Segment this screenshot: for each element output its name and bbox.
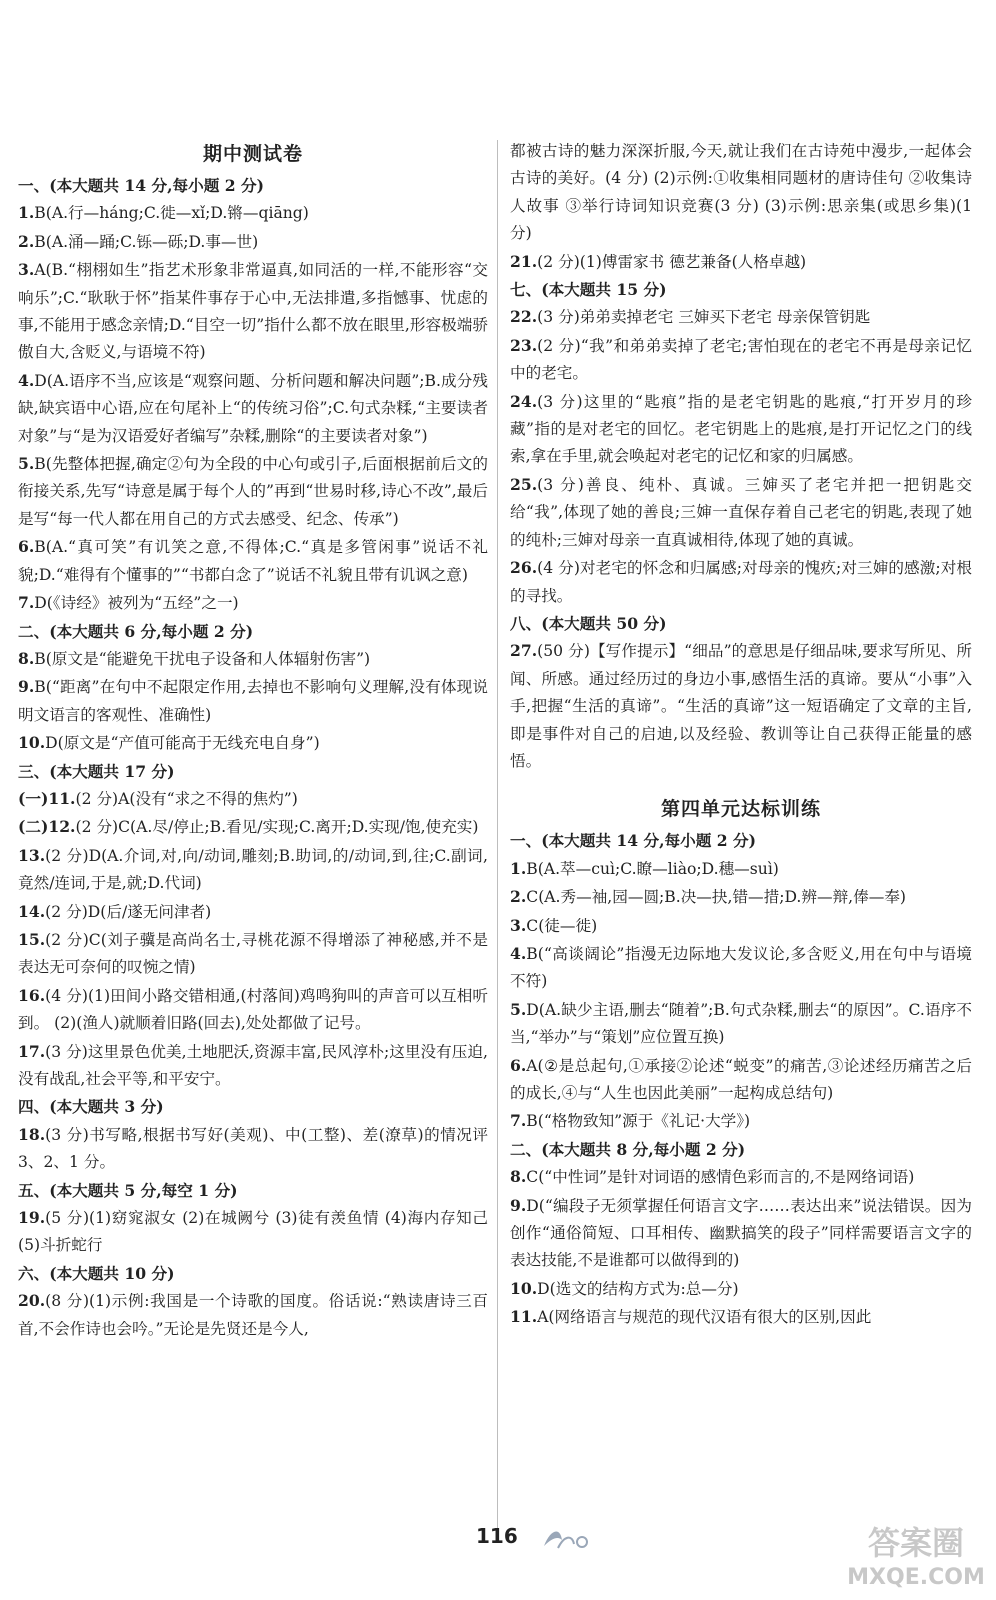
answer-number: 24. — [510, 391, 538, 411]
answer-number: 1. — [510, 858, 527, 878]
answer-number: 11. — [510, 1307, 538, 1327]
answer-item — [510, 1163, 972, 1191]
answer-text: B(A.涌—踊;C.铄—砾;D.事—世) — [34, 232, 259, 251]
answer-text: B(原文是“能避免干扰电子设备和人体辐射伤害”) — [34, 649, 371, 668]
answer-item — [510, 996, 972, 1052]
answer-text: B(“高谈阔论”指漫无边际地大发议论,多含贬义,用在句中与语境不符) — [510, 944, 972, 991]
answer-text: B(“格物致知”源于《礼记·大学》) — [526, 1112, 751, 1131]
answer-text: (3 分)这里的“匙痕”指的是老宅钥匙的匙痕,“打开岁月的珍藏”指的是对老宅的回忆。老宅钥匙上的匙痕,是打开记忆之门的线索,拿在手里,就会唤起对老宅的记忆和家的归属感。 — [510, 392, 972, 466]
watermark-line2: MXQE.COM — [847, 1565, 985, 1590]
answer-text: (3 分)书写略,根据书写好(美观)、中(工整)、差(潦草)的情况评 3、2、1 分。 — [18, 1125, 488, 1172]
right-column — [510, 138, 972, 1332]
section-heading: 五、(本大题共 5 分,每空 1 分) — [18, 1180, 238, 1200]
answer-item — [510, 637, 972, 775]
left-column — [18, 138, 488, 1343]
answer-number: 3. — [510, 915, 527, 935]
answer-number: 8. — [18, 648, 35, 668]
answer-item — [18, 256, 488, 367]
left-answers — [18, 172, 488, 1343]
answer-item — [18, 228, 488, 256]
answer-number: 4. — [510, 943, 527, 963]
watermark-logo — [846, 1514, 986, 1594]
section-title-unit4: 第四单元达标训练 — [660, 798, 821, 821]
answer-item — [18, 1038, 488, 1094]
answer-number: 7. — [510, 1111, 527, 1131]
section-heading: 二、(本大题共 8 分,每小题 2 分) — [510, 1139, 746, 1159]
answer-text: (5 分)(1)窈窕淑女 (2)在城阙兮 (3)徒有羡鱼情 (4)海内存知己 (5)斗折蛇行 — [18, 1209, 488, 1255]
answer-text: D(A.语序不当,应该是“观察问题、分析问题和解决问题”;B.成分残缺,缺宾语中心语,应在句尾补上“的传统习俗”;C.句式杂糅,“主要读者对象”与“是为汉语爱好者编写”杂糅,删除“的主要读者对象”) — [18, 371, 488, 445]
answer-item — [18, 1121, 488, 1177]
answer-text: A(网络语言与规范的现代汉语有很大的区别,因此 — [537, 1308, 872, 1327]
answer-item — [510, 388, 972, 471]
answer-text: (8 分)(1)示例:我国是一个诗歌的国度。俗话说:“熟读唐诗三百首,不会作诗也会吟。”无论是先贤还是今人, — [18, 1292, 488, 1338]
answer-text: (4 分)(1)田间小路交错相通,(村落间)鸡鸣狗叫的声音可以互相听到。 (2)(渔人)就顺着旧路(回去),处处都做了记号。 — [18, 986, 488, 1033]
answer-number: 5. — [510, 999, 527, 1019]
answer-item — [510, 855, 972, 883]
answer-item — [510, 1275, 972, 1303]
answer-item — [18, 645, 488, 673]
answer-text: C(“中性词”是针对词语的感情色彩而言的,不是网络词语) — [526, 1168, 915, 1187]
section-heading: 二、(本大题共 6 分,每小题 2 分) — [18, 621, 254, 641]
answer-number: 14. — [18, 901, 46, 921]
answer-number: 2. — [510, 887, 527, 907]
section-heading: 四、(本大题共 3 分) — [18, 1097, 164, 1117]
page-number: 116 — [476, 1524, 518, 1548]
answer-number: 7. — [18, 593, 35, 613]
answer-item — [510, 940, 972, 996]
answer-text: A(B.“栩栩如生”指艺术形象非常逼真,如同活的一样,不能形容“交响乐”;C.“耿耿于怀”指某件事存于心中,无法排遣,多指憾事、忧虑的事,不能用于感念亲情;D.“目空一切”指什么都不放在眼里,形容极端骄傲自大,含贬义,与语境不符) — [18, 261, 488, 362]
answer-text: (2 分)“我”和弟弟卖掉了老宅;害怕现在的老宅不再是母亲记忆中的老宅。 — [510, 336, 972, 383]
answer-number: 22. — [510, 307, 538, 327]
answer-text: (50 分)【写作提示】“细品”的意思是仔细品味,要求写所见、所闻、所感。通过经历过的身边小事,感悟生活的真谛。要从“小事”入手,把握“生活的真谛”。“生活的真谛”这一短语确定了文章的主旨,即是事件对自己的启迪,以及经验、教训等让自己获得正能量的感悟。 — [510, 642, 972, 770]
answer-number: (二)12. — [18, 817, 76, 837]
answer-number: 20. — [18, 1291, 46, 1311]
answer-text: D(A.缺少主语,删去“随着”;B.句式杂糅,删去“的原因”。C.语序不当,“举办”与“策划”应位置互换) — [510, 1000, 972, 1047]
answer-item — [18, 199, 488, 227]
answer-item — [510, 471, 972, 554]
answer-item — [510, 248, 972, 276]
answer-number: 26. — [510, 558, 538, 578]
right-answers-continued — [510, 138, 972, 775]
answer-item — [18, 729, 488, 757]
answer-text: D(选文的结构方式为:总—分) — [537, 1279, 739, 1298]
section-title-midterm: 期中测试卷 — [202, 143, 303, 165]
answer-item — [510, 912, 972, 940]
section-heading: 一、(本大题共 14 分,每小题 2 分) — [510, 831, 756, 851]
answer-text: (4 分)对老宅的怀念和归属感;对母亲的愧疚;对三婶的感激;对根的寻找。 — [510, 559, 972, 605]
answer-item — [510, 1052, 972, 1108]
answer-text: (2 分)A(没有“求之不得的焦灼”) — [75, 789, 298, 808]
answer-number: 1. — [18, 203, 35, 223]
answer-text: (3 分)弟弟卖掉老宅 三婶买下老宅 母亲保管钥匙 — [537, 308, 871, 327]
watermark-line1: 答案圈 — [867, 1524, 965, 1562]
answer-number: 6. — [18, 537, 35, 557]
section-heading: 八、(本大题共 50 分) — [510, 613, 667, 633]
column-divider — [497, 140, 498, 1528]
answer-text: (2 分)C(A.尽/停止;B.看见/实现;C.离开;D.实现/饱,使充实) — [75, 818, 479, 837]
answer-item — [510, 1192, 972, 1275]
section-heading: 三、(本大题共 17 分) — [18, 761, 175, 781]
answer-item — [18, 813, 488, 841]
section-heading: 六、(本大题共 10 分) — [18, 1263, 175, 1283]
answer-number: 19. — [18, 1208, 46, 1228]
right-answers-unit4 — [510, 827, 972, 1331]
answer-item — [510, 1303, 972, 1331]
answer-text: 都被古诗的魅力深深折服,今天,就让我们在古诗苑中漫步,一起体会古诗的美好。(4 分) (2)示例:①收集相同题材的唐诗佳句 ②收集诗人故事 ③举行诗词知识竞赛(3 分) (3)示例:思亲集(或思乡集)(1 分) — [510, 142, 972, 243]
answer-item — [510, 138, 972, 248]
answer-item — [18, 1287, 488, 1343]
answer-text: B(A.行—háng;C.徙—xǐ;D.锵—qiāng) — [34, 204, 309, 223]
answer-text: (2 分)D(后/遂无问津者) — [45, 902, 212, 921]
answer-item — [510, 883, 972, 911]
answer-item — [510, 303, 972, 331]
answer-item — [18, 533, 488, 589]
answer-item — [18, 842, 488, 898]
answer-text: B(先整体把握,确定②句为全段的中心句或引子,后面根据前后文的衔接关系,先写“诗意是属于每个人的”再到“世易时移,诗心不改”,最后是写“每一代人都在用自己的方式去感受、纪念、传承”) — [18, 455, 488, 528]
answer-number: 10. — [510, 1278, 538, 1298]
answer-number: 13. — [18, 845, 46, 865]
answer-text: B(A.“真可笑”有讥笑之意,不得体;C.“真是多管闲事”说话不礼貌;D.“难得有个懂事的”“书都白念了”说话不礼貌且带有讥讽之意) — [18, 538, 488, 584]
answer-number: 8. — [510, 1167, 527, 1187]
answer-text: B(“距离”在句中不起限定作用,去掉也不影响句义理解,没有体现说明文语言的客观性、准确性) — [18, 678, 488, 724]
answer-text: C(徒—徙) — [526, 916, 598, 935]
answer-number: 2. — [18, 231, 35, 251]
answer-number: 9. — [18, 677, 35, 697]
answer-number: 6. — [510, 1055, 527, 1075]
answer-text: D(“编段子无须掌握任何语言文字……表达出来”说法错误。因为创作“通俗简短、口耳相传、幽默搞笑的段子”同样需要语言文字的表达技能,不是谁都可以做得到的) — [510, 1196, 972, 1270]
answer-item — [510, 332, 972, 388]
answer-item — [510, 554, 972, 610]
answer-text: (3 分)善良、纯朴、真诚。三婶买了老宅并把一把钥匙交给“我”,体现了她的善良;三婶一直保存着自己老宅的钥匙,表现了她的纯朴;三婶对母亲一直真诚相待,体现了她的真诚。 — [510, 475, 972, 549]
answer-item — [510, 1107, 972, 1135]
answer-number: 27. — [510, 641, 538, 661]
answer-number: 23. — [510, 335, 538, 355]
answer-text: D(《诗经》被列为“五经”之一) — [34, 594, 239, 613]
answer-text: A(②是总起句,①承接②论述“蜕变”的痛苦,③论述经历痛苦之后的成长,④与“人生也因此美丽”一起构成总结句) — [510, 1056, 972, 1102]
answer-item — [18, 785, 488, 813]
answer-number: 9. — [510, 1195, 527, 1215]
answer-item — [18, 1204, 488, 1260]
answer-number: 15. — [18, 929, 46, 949]
section-heading: 七、(本大题共 15 分) — [510, 280, 667, 300]
answer-item — [18, 589, 488, 617]
answer-item — [18, 367, 488, 450]
answer-text: D(原文是“产值可能高于无线充电自身”) — [45, 734, 320, 753]
answer-number: 18. — [18, 1124, 46, 1144]
leaf-ornament-icon — [540, 1522, 592, 1552]
answer-item — [18, 982, 488, 1038]
answer-text: (3 分)这里景色优美,土地肥沃,资源丰富,民风淳朴;这里没有压迫,没有战乱,社会平等,和平安宁。 — [18, 1042, 488, 1088]
answer-number: 25. — [510, 474, 538, 494]
answer-number: (一)11. — [18, 788, 76, 808]
answer-text: B(A.萃—cuì;C.瞭—liào;D.穗—suì) — [526, 859, 779, 878]
answer-item — [18, 926, 488, 982]
answer-number: 16. — [18, 985, 46, 1005]
answer-number: 17. — [18, 1041, 46, 1061]
answer-text: (2 分)(1)傅雷家书 德艺兼备(人格卓越) — [537, 252, 807, 271]
answer-number: 3. — [18, 260, 35, 280]
answer-item — [18, 450, 488, 533]
answer-text: C(A.秀—袖,园—圆;B.决—抉,错—措;D.辨—辩,俸—奉) — [526, 888, 906, 907]
answer-item — [18, 898, 488, 926]
answer-number: 21. — [510, 251, 538, 271]
answer-item — [18, 673, 488, 729]
answer-text: (2 分)C(刘子骥是高尚名士,寻桃花源不得增添了神秘感,并不是表达无可奈何的叹惋之情) — [18, 930, 488, 977]
answer-number: 10. — [18, 733, 46, 753]
answer-number: 4. — [18, 370, 35, 390]
section-heading: 一、(本大题共 14 分,每小题 2 分) — [18, 176, 264, 195]
answer-text: (2 分)D(A.介词,对,向/动词,雕刻;B.助词,的/动词,到,往;C.副词,竟然/连词,于是,就;D.代词) — [18, 846, 488, 893]
answer-number: 5. — [18, 454, 35, 474]
